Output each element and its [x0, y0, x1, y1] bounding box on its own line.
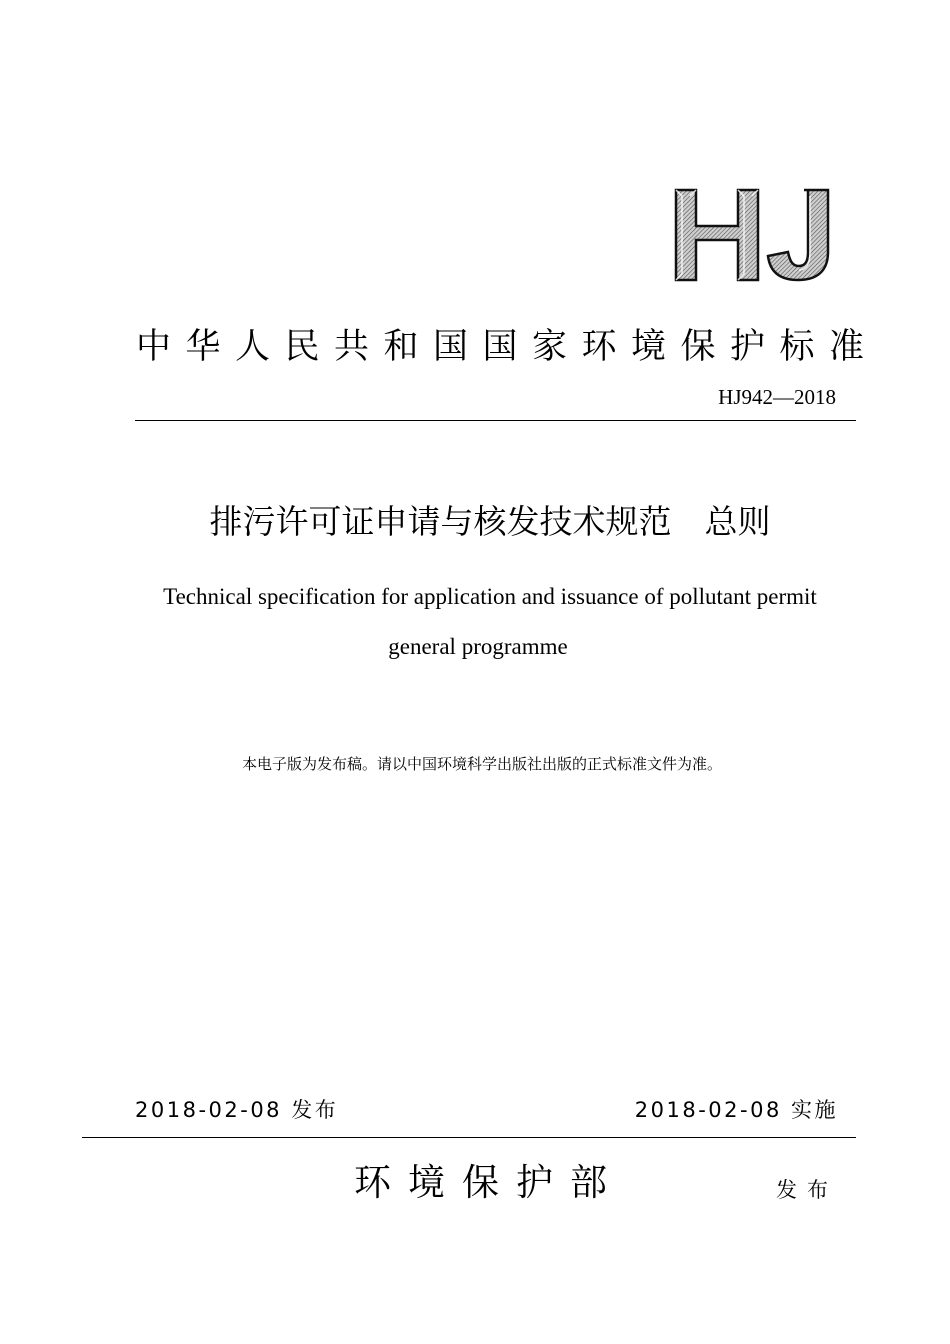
issuing-authority: 环境保护部 — [354, 1161, 624, 1204]
header-divider — [135, 420, 856, 421]
electronic-version-note: 本电子版为发布稿。请以中国环境科学出版社出版的正式标准文件为准。 — [241, 755, 722, 773]
document-title-english-line1: Technical specification for application and issuance of pollutant permit — [163, 584, 817, 609]
document-title-english-line2: general programme — [388, 634, 568, 659]
implementation-date: 2018-02-08 实施 — [634, 1098, 838, 1122]
hj-logo — [672, 188, 836, 282]
standard-code: HJ942—2018 — [718, 385, 836, 409]
footer-divider — [82, 1137, 856, 1138]
issue-label: 发布 — [776, 1178, 838, 1202]
standard-category-title: 中华人民共和国国家环境保护标准 — [136, 327, 879, 367]
document-title-chinese: 排污许可证申请与核发技术规范 总则 — [209, 502, 771, 541]
issue-date: 2018-02-08 发布 — [135, 1098, 339, 1122]
